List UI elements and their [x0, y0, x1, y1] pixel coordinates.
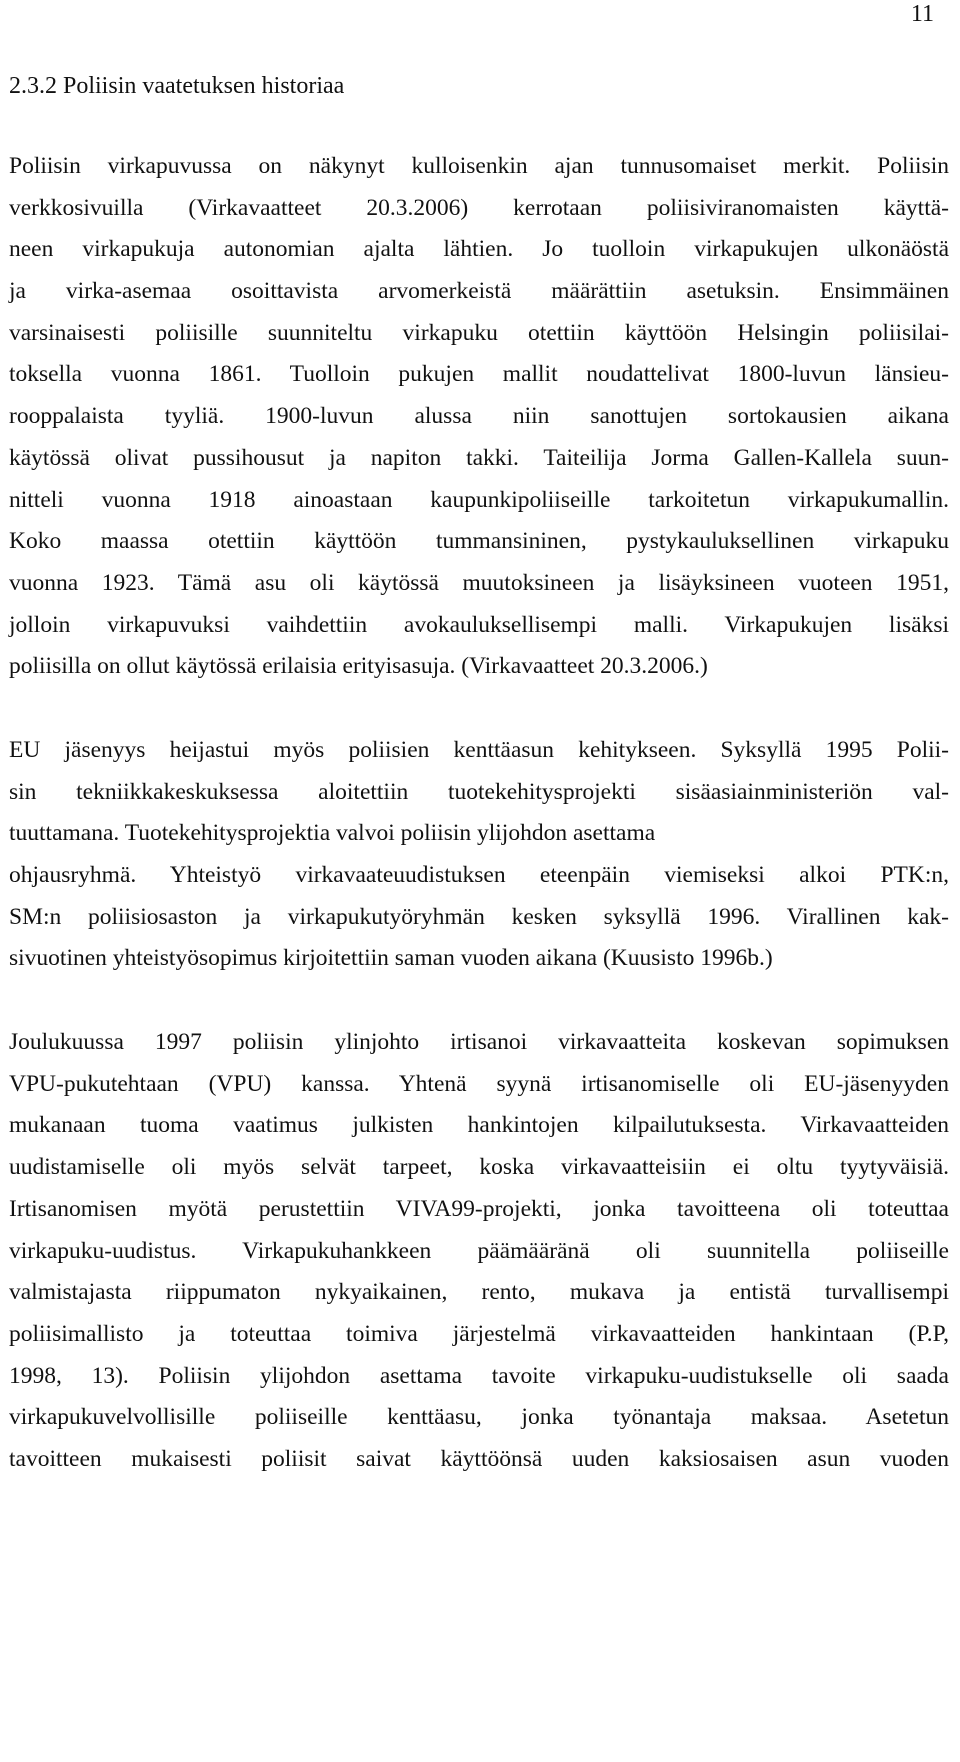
text-line: virkapukuvelvollisille poliiseille kenttäasu, jonka työnantaja maksaa. Asetetun	[9, 1404, 949, 1431]
text-line: sin tekniikkakeskuksessa aloitettiin tuotekehitysprojekti sisäasiainministeriön val-	[9, 778, 949, 805]
page-number: 11	[910, 1, 934, 27]
paragraph-2	[9, 730, 949, 980]
text-line: SM:n poliisiosaston ja virkapukutyöryhmän kesken syksyllä 1996. Virallinen kak-	[9, 903, 949, 930]
text-line: tavoitteen mukaisesti poliisit saivat käyttöönsä uuden kaksiosaisen asun vuoden	[9, 1445, 949, 1472]
paragraph-3	[9, 1022, 949, 1481]
text-line: 1998, 13). Poliisin ylijohdon asettama tavoite virkapuku-uudistukselle oli saada	[9, 1362, 949, 1389]
section-heading: 2.3.2 Poliisin vaatetuksen historiaa	[9, 73, 345, 99]
text-line: verkkosivuilla (Virkavaatteet 20.3.2006) kerrotaan poliisiviranomaisten käyttä-	[9, 194, 949, 221]
text-line: ja virka-asemaa osoittavista arvomerkeistä määrättiin asetuksin. Ensimmäinen	[9, 278, 949, 305]
text-line: valmistajasta riippumaton nykyaikainen, rento, mukava ja entistä turvallisempi	[9, 1279, 949, 1306]
text-line: ohjausryhmä. Yhteistyö virkavaateuudistuksen eteenpäin viemiseksi alkoi PTK:n,	[9, 862, 949, 888]
text-line: tuuttamana. Tuotekehitysprojektia valvoi poliisin ylijohdon asettama	[9, 820, 656, 847]
text-line: neen virkapukuja autonomian ajalta lähtien. Jo tuolloin virkapukujen ulkonäöstä	[9, 236, 949, 263]
text-line: sivuotinen yhteistyösopimus kirjoitettiin saman vuoden aikana (Kuusisto 1996b.)	[9, 945, 773, 972]
text-line: virkapuku-uudistus. Virkapukuhankkeen päämääränä oli suunnitella poliiseille	[9, 1237, 949, 1264]
text-line: käytössä olivat pussihousut ja napiton takki. Taiteilija Jorma Gallen-Kallela suun-	[9, 444, 949, 471]
text-line: Poliisin virkapuvussa on näkynyt kulloisenkin ajan tunnusomaiset merkit. Poliisin	[9, 153, 949, 179]
text-line: varsinaisesti poliisille suunniteltu virkapuku otettiin käyttöön Helsingin poliisilai-	[9, 319, 949, 346]
text-line: mukanaan tuoma vaatimus julkisten hankintojen kilpailutuksesta. Virkavaatteiden	[9, 1112, 949, 1139]
document-body	[9, 70, 949, 1481]
text-line: vuonna 1923. Tämä asu oli käytössä muutoksineen ja lisäyksineen vuoteen 1951,	[9, 569, 949, 596]
text-line: jolloin virkapuvuksi vaihdettiin avokauluksellisempi malli. Virkapukujen lisäksi	[9, 611, 949, 638]
text-line: poliisilla on ollut käytössä erilaisia erityisasuja. (Virkavaatteet 20.3.2006.)	[9, 653, 708, 680]
text-line: VPU-pukutehtaan (VPU) kanssa. Yhtenä syynä irtisanomiselle oli EU-jäsenyyden	[9, 1070, 949, 1097]
text-line: toksella vuonna 1861. Tuolloin pukujen mallit noudattelivat 1800-luvun länsieu-	[9, 361, 949, 388]
text-line: Koko maassa otettiin käyttöön tummansininen, pystykauluksellinen virkapuku	[9, 528, 949, 555]
text-line: Irtisanomisen myötä perustettiin VIVA99-projekti, jonka tavoitteena oli toteuttaa	[9, 1195, 949, 1222]
paragraph-1	[9, 146, 949, 688]
text-line: EU jäsenyys heijastui myös poliisien kenttäasun kehitykseen. Syksyllä 1995 Polii-	[9, 736, 949, 763]
text-line: uudistamiselle oli myös selvät tarpeet, koska virkavaatteisiin ei oltu tyytyväisiä.	[9, 1154, 949, 1181]
text-line: Joulukuussa 1997 poliisin ylinjohto irtisanoi virkavaatteita koskevan sopimuksen	[9, 1029, 949, 1056]
text-line: rooppalaista tyyliä. 1900-luvun alussa niin sanottujen sortokausien aikana	[9, 403, 949, 430]
text-line: nitteli vuonna 1918 ainoastaan kaupunkipoliiseille tarkoitetun virkapukumallin.	[9, 486, 949, 513]
text-line: poliisimallisto ja toteuttaa toimiva järjestelmä virkavaatteiden hankintaan (P.P,	[9, 1320, 949, 1347]
